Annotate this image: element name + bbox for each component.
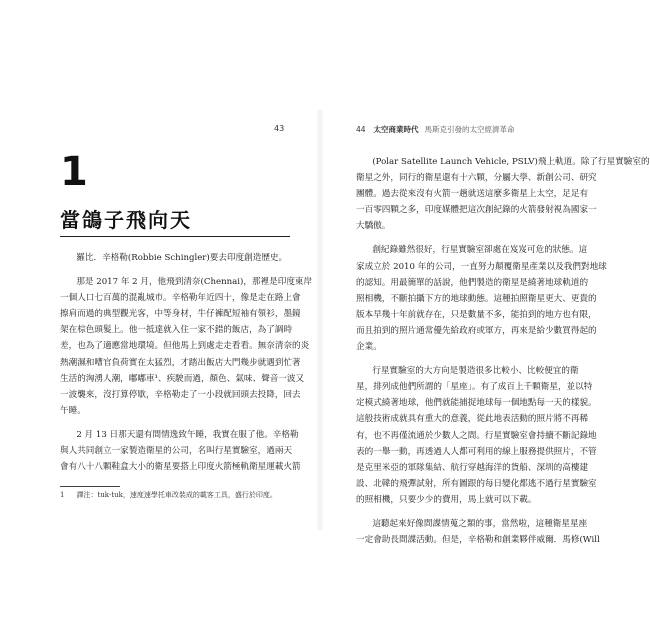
text-line: 一個人口七百萬的混亂城市。辛格勒年近四十，像是走在路上會 xyxy=(60,293,301,304)
text-line: 照相機，不斷拍攝下方的地球動態。這種拍照衛星更大、更貴的 xyxy=(356,293,597,304)
footnote xyxy=(60,490,277,500)
text-line: 熱潮濕和嘈官負荷實在太猛烈，才踏出飯店大門幾步就遇到忙著 xyxy=(60,357,301,368)
text-line: 與人共同創立一家製造衛星的公司，名叫行星實驗室，過兩天 xyxy=(60,446,293,457)
footnote-divider xyxy=(60,486,120,487)
text-line: 企業。 xyxy=(356,342,382,353)
right-page xyxy=(320,0,650,640)
text-line: 團體。過去從來沒有火箭一趟就送這麼多衛星上太空，足足有 xyxy=(356,189,589,200)
text-line: 行星實驗室的大方向是製造很多比較小、比較便宜的衛 xyxy=(372,366,579,377)
text-line: 定模式繞著地球，他們就能捕捉地球每一個地點每一天的樣貌。 xyxy=(356,398,597,409)
text-line: 擦肩而過的典型觀光客，中等身材，牛仔褲配短袖有領衫，墨鏡 xyxy=(60,309,301,320)
text-line: 衛星之外，同行的衛星還有十六顆，分屬大學、新創公司、研究 xyxy=(356,173,597,184)
text-line: 一百零四顆之多，印度媒體把這次創紀錄的火箭發射視為國家一 xyxy=(356,205,597,216)
running-header-subtitle: 馬斯克引發的太空經濟革命 xyxy=(424,125,515,134)
chapter-title: 當鴿子飛向天 xyxy=(60,208,192,232)
paragraph-gap xyxy=(60,266,292,274)
text-line: 家成立於 2010 年的公司，一直努力顛覆衛星產業以及我們對地球 xyxy=(356,261,607,272)
text-line: 午睡。 xyxy=(60,405,86,416)
paragraph-gap xyxy=(356,508,602,516)
text-line: 版本早幾十年前就存在，只是數量不多，能拍到的地方也有限， xyxy=(356,309,597,320)
text-line: (Polar Satellite Launch Vehicle, PSLV)飛上軌道。除了行星實驗室的 xyxy=(372,157,650,167)
running-header-book-title: 太空商業時代 xyxy=(373,125,419,134)
text-line: 羅比．辛格勒(Robbie Schingler)要去印度創造歷史。 xyxy=(76,253,288,263)
paragraph-gap xyxy=(356,234,602,242)
text-line: 的照相機，只要少少的費用，馬上就可以下載。 xyxy=(356,494,537,505)
text-line: 設、北韓的飛彈試射，所有圖跟的每日變化都逃不過行星實驗室 xyxy=(356,478,597,489)
text-line: 架在棕色頭髮上。他一抵達就入住一家不錯的飯店，為了調時 xyxy=(60,325,293,336)
footnote-number: 1 xyxy=(60,491,65,499)
text-line: 星，排列成他們所謂的「星座」。有了成百上千顆衛星，並以特 xyxy=(356,382,593,393)
chapter-title-rule xyxy=(60,236,290,237)
right-body-text xyxy=(356,154,650,548)
text-line: 的認知。用最簡單的話說，他們製造的衛星是繞著地球軌道的 xyxy=(356,277,589,288)
running-header xyxy=(356,124,515,135)
text-line: 這般技術成就具有重大的意義，從此地表活動的照片將不再稀 xyxy=(356,414,589,425)
chapter-number: 1 xyxy=(60,149,88,195)
text-line: 有，也不再僅流通於少數人之間。行星實驗室會持續不斷記錄地 xyxy=(356,430,597,441)
text-line: 一定會助長間諜活動。但是，辛格勒和創業夥伴威爾．馬修(Will xyxy=(356,535,600,546)
text-line: 這聽起來好像間諜情蒐之類的事，當然啦，這種衛星星座 xyxy=(372,518,588,529)
paragraph-gap xyxy=(356,355,602,363)
text-line: 2 月 13 日那天還有間情逸致午睡，我實在服了他。辛格勒 xyxy=(76,429,299,440)
left-body-text xyxy=(60,250,313,475)
text-line: 生活的洶湧人潮，嘟嘟車¹、疾駛而過，顏色、氣味、聲音一波又 xyxy=(60,373,305,384)
text-line: 那是 2017 年 2 月，他飛到清奈(Chennai)，那裡是印度東岸 xyxy=(76,277,313,288)
text-line: 是克里米亞的軍隊集結、航行穿越海洋的貨船、深圳的高樓建 xyxy=(356,462,589,473)
left-page xyxy=(0,0,320,640)
text-line: 而且拍到的照片通常優先給政府或軍方，再來是給少數買得起的 xyxy=(356,325,597,336)
footnote-text: 譯注：tuk-tuk，速度速學托車改裝成的載客工具，盛行於印度。 xyxy=(76,491,277,499)
text-line: 表的一舉一動，再透過人人都可利用的線上服務提供照片，不管 xyxy=(356,446,597,457)
paragraph-gap xyxy=(60,419,292,427)
text-line: 大驕傲。 xyxy=(356,221,391,232)
text-line: 差，也為了適應當地環境。但他馬上到處走走看看。無奈清奈的炎 xyxy=(60,341,310,352)
right-page-number: 44 xyxy=(356,125,366,134)
text-line: 創紀錄雖然很好，行星實驗室卻處在岌岌可危的狀態。這 xyxy=(372,245,588,256)
text-line: 會有八十八顆鞋盒大小的衛星要搭上印度火箭極軌衛星運載火箭 xyxy=(60,462,301,473)
left-page-number: 43 xyxy=(274,124,285,133)
text-line: 一波襲來，沒打算停歇，辛格勒走了一小段就回頭去投降，回去 xyxy=(60,389,301,400)
